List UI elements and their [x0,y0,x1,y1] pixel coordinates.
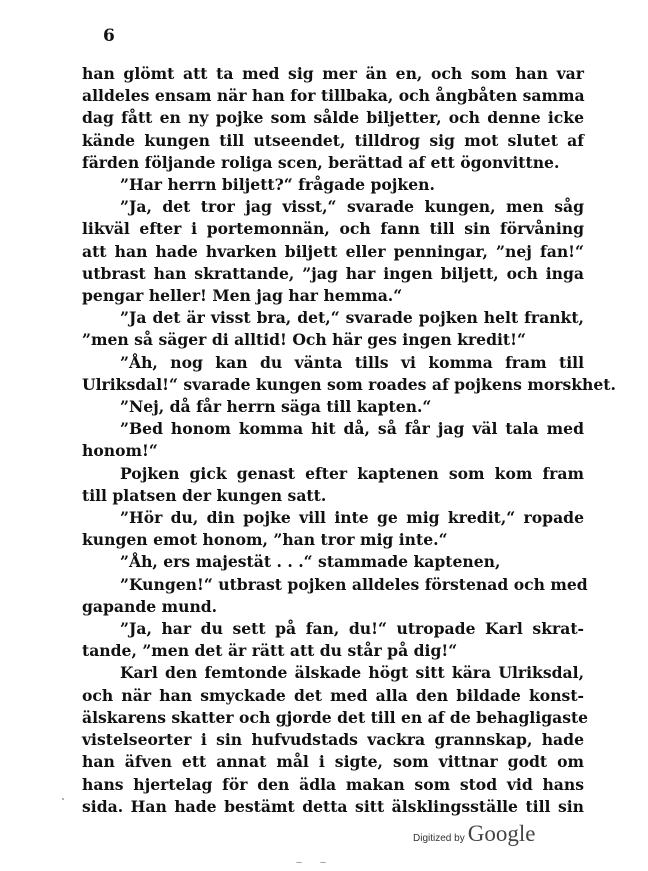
scan-speck [296,862,302,863]
text-line: ”Kungen!“ utbrast pojken alldeles förstenad och med [120,574,588,594]
text-line: ”Bed honom komma hit då, så får jag väl tala med [120,419,584,439]
text-line: Karl den femtonde älskade högt sitt kära Ulriksdal, [120,663,584,683]
text-line: Pojken gick genast efter kaptenen som kom fram [120,463,584,483]
text-line: ”Nej, då får herrn säga till kapten.“ [120,397,432,417]
text-line: ”Åh, ers majestät . . .“ stammade kaptenen, [120,552,501,572]
text-line: ”Ja det är visst bra, det,“ svarade pojken helt frankt, [120,308,584,328]
text-line: pengar heller! Men jag har hemma.“ [82,286,403,306]
text-line: ”Hör du, din pojke vill inte ge mig kredit,“ ropade [120,508,584,528]
text-line: älskarens skatter och gjorde det till en af de behagligaste [82,707,589,727]
text-line: och när han smyckade det med alla den bildade konst- [82,685,584,705]
text-line: honom!“ [82,441,158,461]
text-line: kungen emot honom, ”han tror mig inte.“ [82,530,448,550]
text-line: ”Har herrn biljett?“ frågade pojken. [120,175,435,195]
text-line: ”Ja, har du sett på fan, du!“ utropade Karl skrat- [120,619,584,639]
page-number: 6 [103,26,115,46]
google-wordmark: Google [467,821,536,846]
text-line: han äfven ett annat mål i sigte, som vittnar godt om [82,752,584,772]
text-line: vistelseorter i sin hufvudstads vackra grannskap, hade [82,730,584,750]
text-line: ”men så säger di alltid! Och här ges ingen kredit!“ [82,330,526,350]
text-line: Ulriksdal!“ svarade kungen som roades af pojkens morskhet. [82,374,616,394]
digitized-label: Digitized by [413,833,465,844]
text-line: ”Åh, nog kan du vänta tills vi komma fram till [120,352,584,372]
text-line: dag fått en ny pojke som sålde biljetter, och denne icke [82,108,584,128]
text-line: hans hjertelag för den ädla makan som stod vid hans [82,774,584,794]
text-line: alldeles ensam när han for tillbaka, och ångbåten samma [82,86,585,106]
scan-speck [62,798,64,800]
text-line: tande, ”men det är rätt att du står på dig!“ [82,641,458,661]
text-line: till platsen der kungen satt. [82,485,327,505]
text-line: sida. Han hade bestämt detta sitt älsklingsställe till sin [82,796,584,816]
text-line: utbrast han skrattande, ”jag har ingen biljett, och inga [82,263,584,283]
text-line: likväl efter i portemonnän, och fann till sin förvåning [82,219,584,239]
body-text [82,63,616,818]
scan-speck [320,862,326,863]
text-line: gapande mund. [82,596,218,616]
text-line: att han hade hvarken biljett eller penningar, ”nej fan!“ [82,241,584,261]
digitized-by-google-stamp [413,821,535,847]
text-line: kände kungen till utseendet, tilldrog sig mot slutet af [82,130,584,150]
text-line: han glömt att ta med sig mer än en, och som han var [82,64,584,83]
text-line: ”Ja, det tror jag visst,“ svarade kungen, men såg [120,197,584,217]
text-line: färden följande roliga scen, berättad af ett ögonvittne. [82,152,560,172]
